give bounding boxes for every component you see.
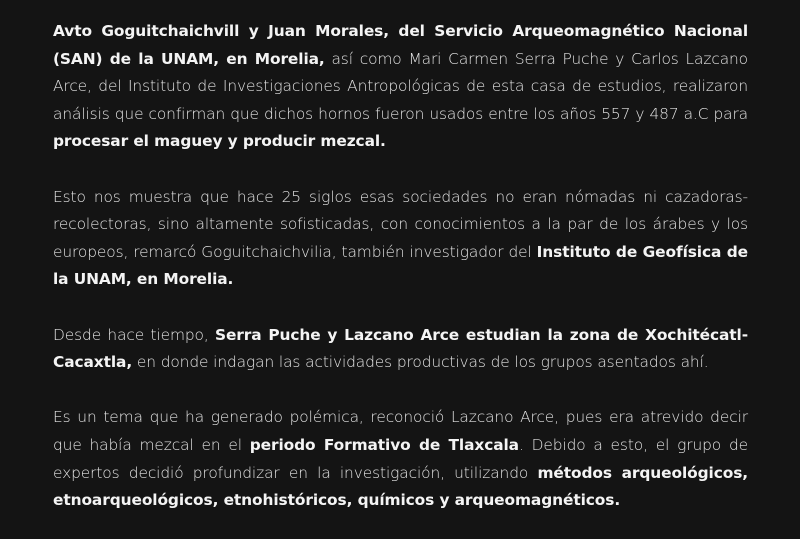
bold-text: Serra Puche y Lazcano Arce estudian la zona de Xochitécatl-Cacaxtla, <box>53 325 748 372</box>
body-text: Es un tema que ha generado polémica, reconoció Lazcano Arce, pues era atrevido decir que había mezcal en el <box>53 408 748 454</box>
bold-text: Instituto de Geofísica de la UNAM, en Morelia. <box>53 242 748 289</box>
body-text: Desde hace tiempo, <box>53 325 215 344</box>
body-text: así como Mari Carmen Serra Puche y Carlos Lazcano Arce, del Instituto de Investigaciones Antropológicas de esta casa de estudios, realizaron análisis que confirman que dichos hornos fueron usados entre los años 557 y 487 a.C para <box>53 49 748 123</box>
paragraph-2 <box>53 184 748 294</box>
body-text: en donde indagan las actividades productivas de los grupos asentados ahí. <box>132 353 709 372</box>
article-body <box>53 18 748 515</box>
bold-text: métodos arqueológicos, etnoarqueológicos, etnohistóricos, químicos y arqueomagnéticos. <box>53 463 749 510</box>
paragraph-1 <box>53 18 748 156</box>
paragraph-4 <box>53 404 748 514</box>
body-text: . Debido a esto, el grupo de expertos decidió profundizar en la investigación, utilizando <box>53 435 748 482</box>
paragraph-3 <box>53 322 748 377</box>
bold-text: procesar el maguey y producir mezcal. <box>53 132 386 151</box>
bold-text: Avto Goguitchaichvill y Juan Morales, del Servicio Arqueomagnético Nacional (SAN) de la UNAM, en Morelia, <box>53 22 748 68</box>
body-text: Esto nos muestra que hace 25 siglos esas sociedades no eran nómadas ni cazadoras-recolectoras, sino altamente sofisticadas, con conocimientos a la par de los árabes y los europeos, remarcó Goguitchaichvilia, también investigador del <box>53 187 748 261</box>
bold-text: periodo Formativo de Tlaxcala <box>249 435 519 454</box>
